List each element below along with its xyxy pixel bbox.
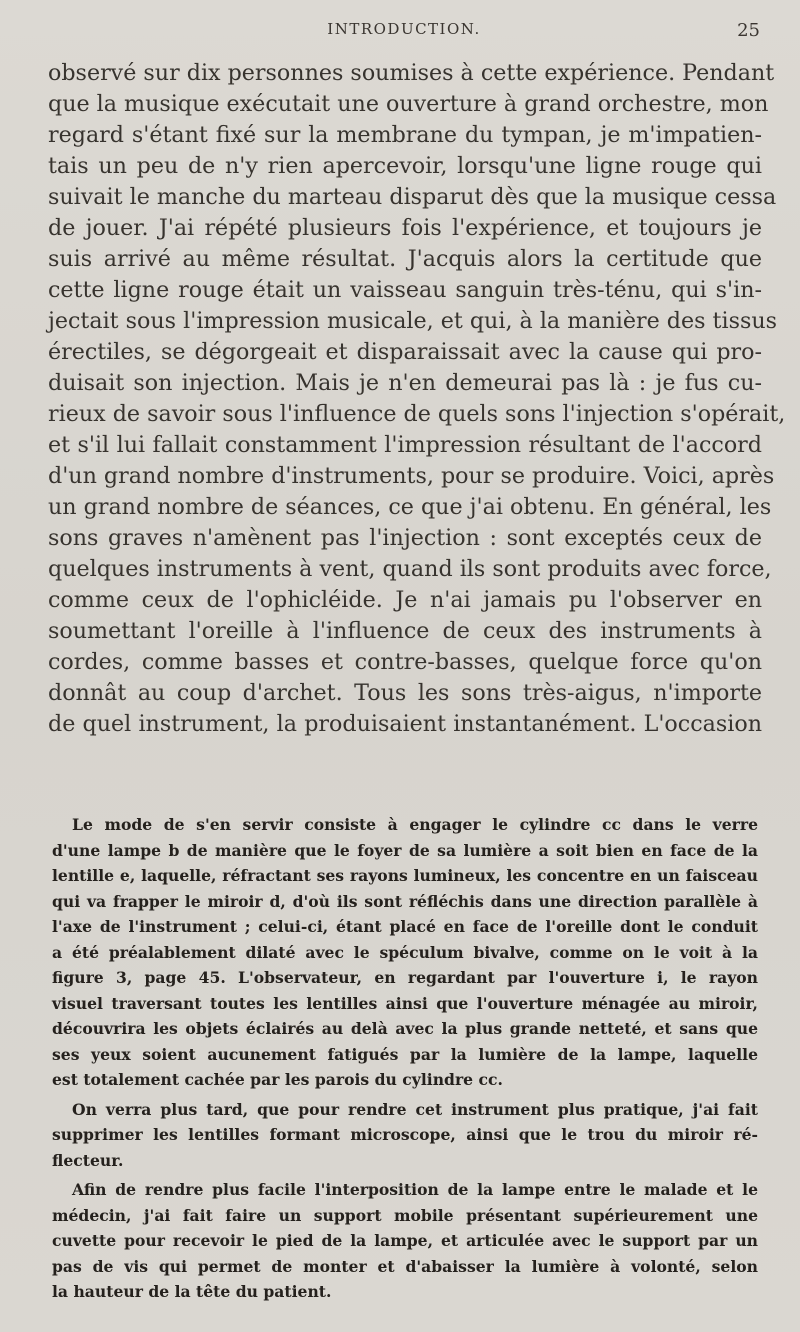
page-number: 25 bbox=[737, 20, 760, 41]
body-text-line: duisait son injection. Mais je n'en demeurai pas là : je fus cu- bbox=[48, 370, 762, 396]
body-text-line: cordes, comme basses et contre-basses, quelque force qu'on bbox=[48, 649, 762, 675]
body-text-line: observé sur dix personnes soumises à cette expérience. Pendant bbox=[48, 60, 775, 86]
body-text-line: soumettant l'oreille à l'influence de ceux des instruments à bbox=[48, 618, 762, 644]
body-text-line: de quel instrument, la produisaient instantanément. L'occasion bbox=[48, 711, 762, 737]
body-text-line: un grand nombre de séances, ce que j'ai obtenu. En général, les bbox=[48, 494, 772, 520]
body-text-line: de jouer. J'ai répété plusieurs fois l'expérience, et toujours je bbox=[48, 215, 762, 241]
body-text-line: regard s'étant fixé sur la membrane du tympan, je m'impatien- bbox=[48, 122, 762, 148]
footnote-line: ses yeux soient aucunement fatigués par la lumière de la lampe, laquelle bbox=[52, 1044, 758, 1064]
body-text-line: comme ceux de l'ophicléide. Je n'ai jamais pu l'observer en bbox=[48, 587, 762, 613]
body-text-line: rieux de savoir sous l'influence de quels sons l'injection s'opérait, bbox=[48, 401, 786, 427]
footnote-line: Afin de rendre plus facile l'interposition de la lampe entre le malade et le bbox=[72, 1180, 758, 1199]
body-text-line: et s'il lui fallait constamment l'impression résultant de l'accord bbox=[48, 432, 762, 458]
footnote-line: lentille e, laquelle, réfractant ses rayons lumineux, les concentre en un faisceau bbox=[52, 866, 758, 885]
footnote-line: la hauteur de la tête du patient. bbox=[52, 1282, 332, 1301]
body-text-line: que la musique exécutait une ouverture à grand orchestre, mon bbox=[48, 91, 769, 117]
main-body-text bbox=[48, 58, 786, 740]
footnote-line: On verra plus tard, que pour rendre cet instrument plus pratique, j'ai fait bbox=[72, 1099, 758, 1119]
footnote-line: l'axe de l'instrument ; celui-ci, étant placé en face de l'oreille dont le conduit bbox=[52, 917, 758, 936]
footnote-line: d'une lampe b de manière que le foyer de sa lumière a soit bien en face de la bbox=[52, 840, 758, 860]
footnote-line: Le mode de s'en servir consiste à engager le cylindre cc dans le verre bbox=[72, 815, 758, 834]
footnote-line: pas de vis qui permet de monter et d'abaisser la lumière à volonté, selon bbox=[52, 1256, 758, 1276]
footnote-line: flecteur. bbox=[52, 1150, 124, 1170]
footnote-block bbox=[52, 812, 758, 1306]
footnote-line: cuvette pour recevoir le pied de la lampe, et articulée avec le support par un bbox=[52, 1231, 758, 1250]
footnote-line: a été préalablement dilaté avec le spéculum bivalve, comme on le voit à la bbox=[52, 942, 758, 962]
body-text-line: suis arrivé au même résultat. J'acquis alors la certitude que bbox=[48, 246, 762, 272]
footnote-line: découvrira les objets éclairés au delà avec la plus grande netteté, et sans que bbox=[52, 1019, 758, 1038]
body-text-line: d'un grand nombre d'instruments, pour se produire. Voici, après bbox=[48, 463, 775, 489]
footnote-line: médecin, j'ai fait faire un support mobile présentant supérieurement une bbox=[52, 1205, 758, 1225]
body-text-line: quelques instruments à vent, quand ils sont produits avec force, bbox=[48, 556, 772, 582]
footnote-paragraph bbox=[52, 1177, 758, 1305]
body-text-line: donnât au coup d'archet. Tous les sons très-aigus, n'importe bbox=[48, 680, 762, 706]
body-text-line: érectiles, se dégorgeait et disparaissait avec la cause qui pro- bbox=[48, 339, 762, 365]
body-text-line: suivait le manche du marteau disparut dès que la musique cessa bbox=[48, 184, 777, 210]
footnote-line: est totalement cachée par les parois du cylindre cc. bbox=[52, 1070, 503, 1089]
footnote-paragraph bbox=[52, 812, 758, 1093]
footnote-line: qui va frapper le miroir d, d'où ils sont réfléchis dans une direction parallèle à bbox=[52, 891, 758, 911]
body-text-line: sons graves n'amènent pas l'injection : sont exceptés ceux de bbox=[48, 525, 762, 551]
footnote-line: figure 3, page 45. L'observateur, en regardant par l'ouverture i, le rayon bbox=[52, 968, 758, 987]
body-text-line: cette ligne rouge était un vaisseau sanguin très-ténu, qui s'in- bbox=[48, 277, 762, 303]
running-head bbox=[48, 20, 760, 44]
footnote-line: visuel traversant toutes les lentilles ainsi que l'ouverture ménagée au miroir, bbox=[52, 993, 758, 1013]
body-text-line: tais un peu de n'y rien apercevoir, lorsqu'une ligne rouge qui bbox=[48, 153, 762, 179]
footnote-line: supprimer les lentilles formant microscope, ainsi que le trou du miroir ré- bbox=[52, 1125, 758, 1144]
footnote-paragraph bbox=[52, 1097, 758, 1174]
body-text-line: jectait sous l'impression musicale, et qui, à la manière des tissus bbox=[48, 308, 778, 334]
running-head-title: INTRODUCTION. bbox=[327, 20, 481, 38]
